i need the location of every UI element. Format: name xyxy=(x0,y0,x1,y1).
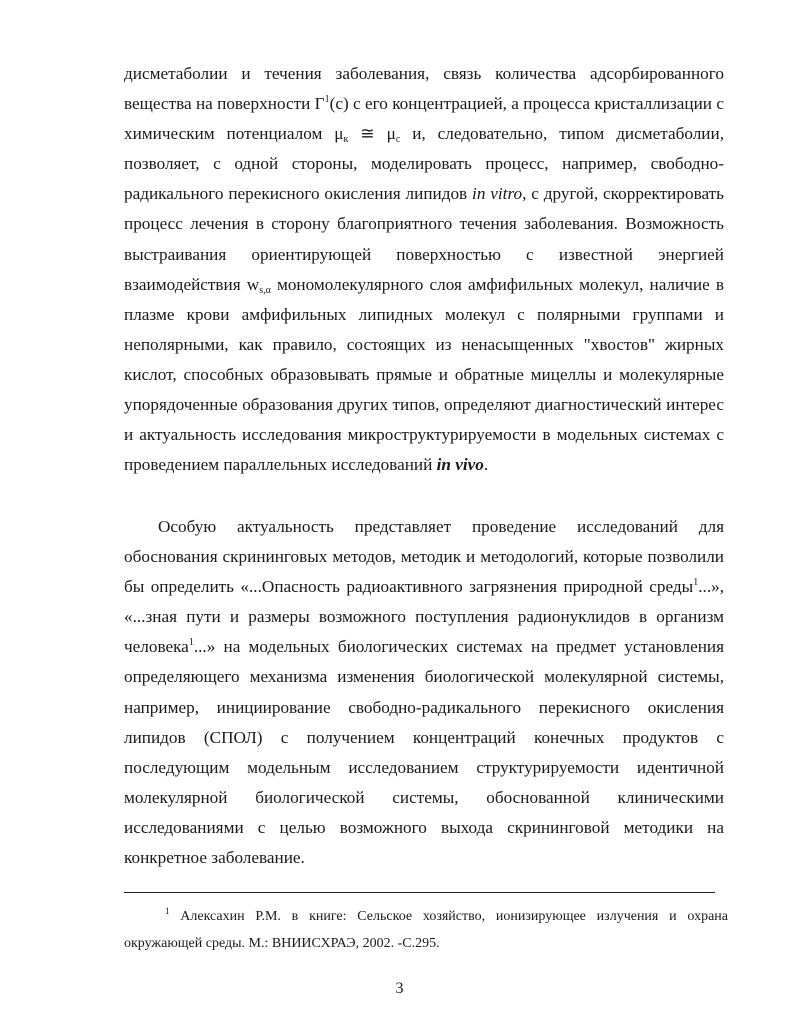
paragraph-1-text-2: (с) с его концентрацией, а процесса кристаллизации с химическим потенциалом μ xyxy=(124,94,724,144)
footnote-separator xyxy=(124,892,715,893)
subscript-k: к xyxy=(343,134,349,146)
paragraph-1-text-5: , с другой, скорректировать процесс лечения в сторону благоприятного течения заболевания. Возможность выстраивания ориентирующей поверхностью с известной энергией взаимодействия w xyxy=(124,184,724,294)
body-paragraph-1 xyxy=(124,59,724,480)
subscript-s-alpha: s,α xyxy=(259,284,271,296)
page-number: 3 xyxy=(395,980,404,997)
in-vivo-bold-italic: in vivo xyxy=(436,455,484,475)
superscript-1: 1 xyxy=(324,94,330,106)
subscript-c: с xyxy=(395,134,401,146)
footnote-ref-1: 1 xyxy=(693,577,699,589)
footnote-text: Алексахин Р.М. в книге: Сельское хозяйство, ионизирующее излучения и охрана окружающей среды. М.: ВНИИСХРАЭ, 2002. -С.295. xyxy=(124,909,728,951)
paragraph-2-text-3: ...» на модельных биологических системах на предмет установления определяющего механизма изменения биологической молекулярной системы, например, инициирование свободно-радикального перекисного окисления липидов (СПОЛ) с получением концентраций конечных продуктов с последующим модельным исследованием структурируемости идентичной молекулярной биологической системы, обоснованной клиническими исследованиями с целью возможного выхода скрининговой методики на конкретное заболевание. xyxy=(124,637,724,868)
footnote xyxy=(124,903,728,957)
body-paragraph-2 xyxy=(124,512,724,873)
footnote-mark: 1 xyxy=(165,906,170,916)
paragraph-1-text-6: мономолекулярного слоя амфифильных молекул, наличие в плазме крови амфифильных липидных молекул с полярными группами и неполярными, как правило, состоящих из ненасыщенных "хвостов" жирных кислот, способных образовывать прямые и обратные мицеллы и молекулярные упорядоченные образования других типов, определяют диагностический интерес и актуальность исследования микроструктурируемости в модельных системах с проведением параллельных исследований xyxy=(124,274,724,475)
paragraph-1-text-3: ≅ μ xyxy=(348,124,396,144)
paragraph-2-text-1: Особую актуальность представляет проведение исследований для обоснования скрининговых методов, методик и методологий, которые позволили бы определить «...Опасность радиоактивного загрязнения природной среды xyxy=(124,517,724,597)
paragraph-1-text-4: и, следовательно, типом дисметаболии, позволяет, с одной стороны, моделировать процесс, например, свободно-радикального перекисного окисления липидов xyxy=(124,124,724,204)
paragraph-2-text-2: ...», «...зная пути и размеры возможного поступления радионуклидов в организм человека xyxy=(124,577,724,657)
footnote-ref-2: 1 xyxy=(188,637,194,649)
in-vitro-italic: in vitro xyxy=(472,184,523,204)
paragraph-1-text-1: дисметаболии и течения заболевания, связь количества адсорбированного вещества на поверхности Г xyxy=(124,64,724,114)
paragraph-1-text-7: . xyxy=(483,455,489,475)
